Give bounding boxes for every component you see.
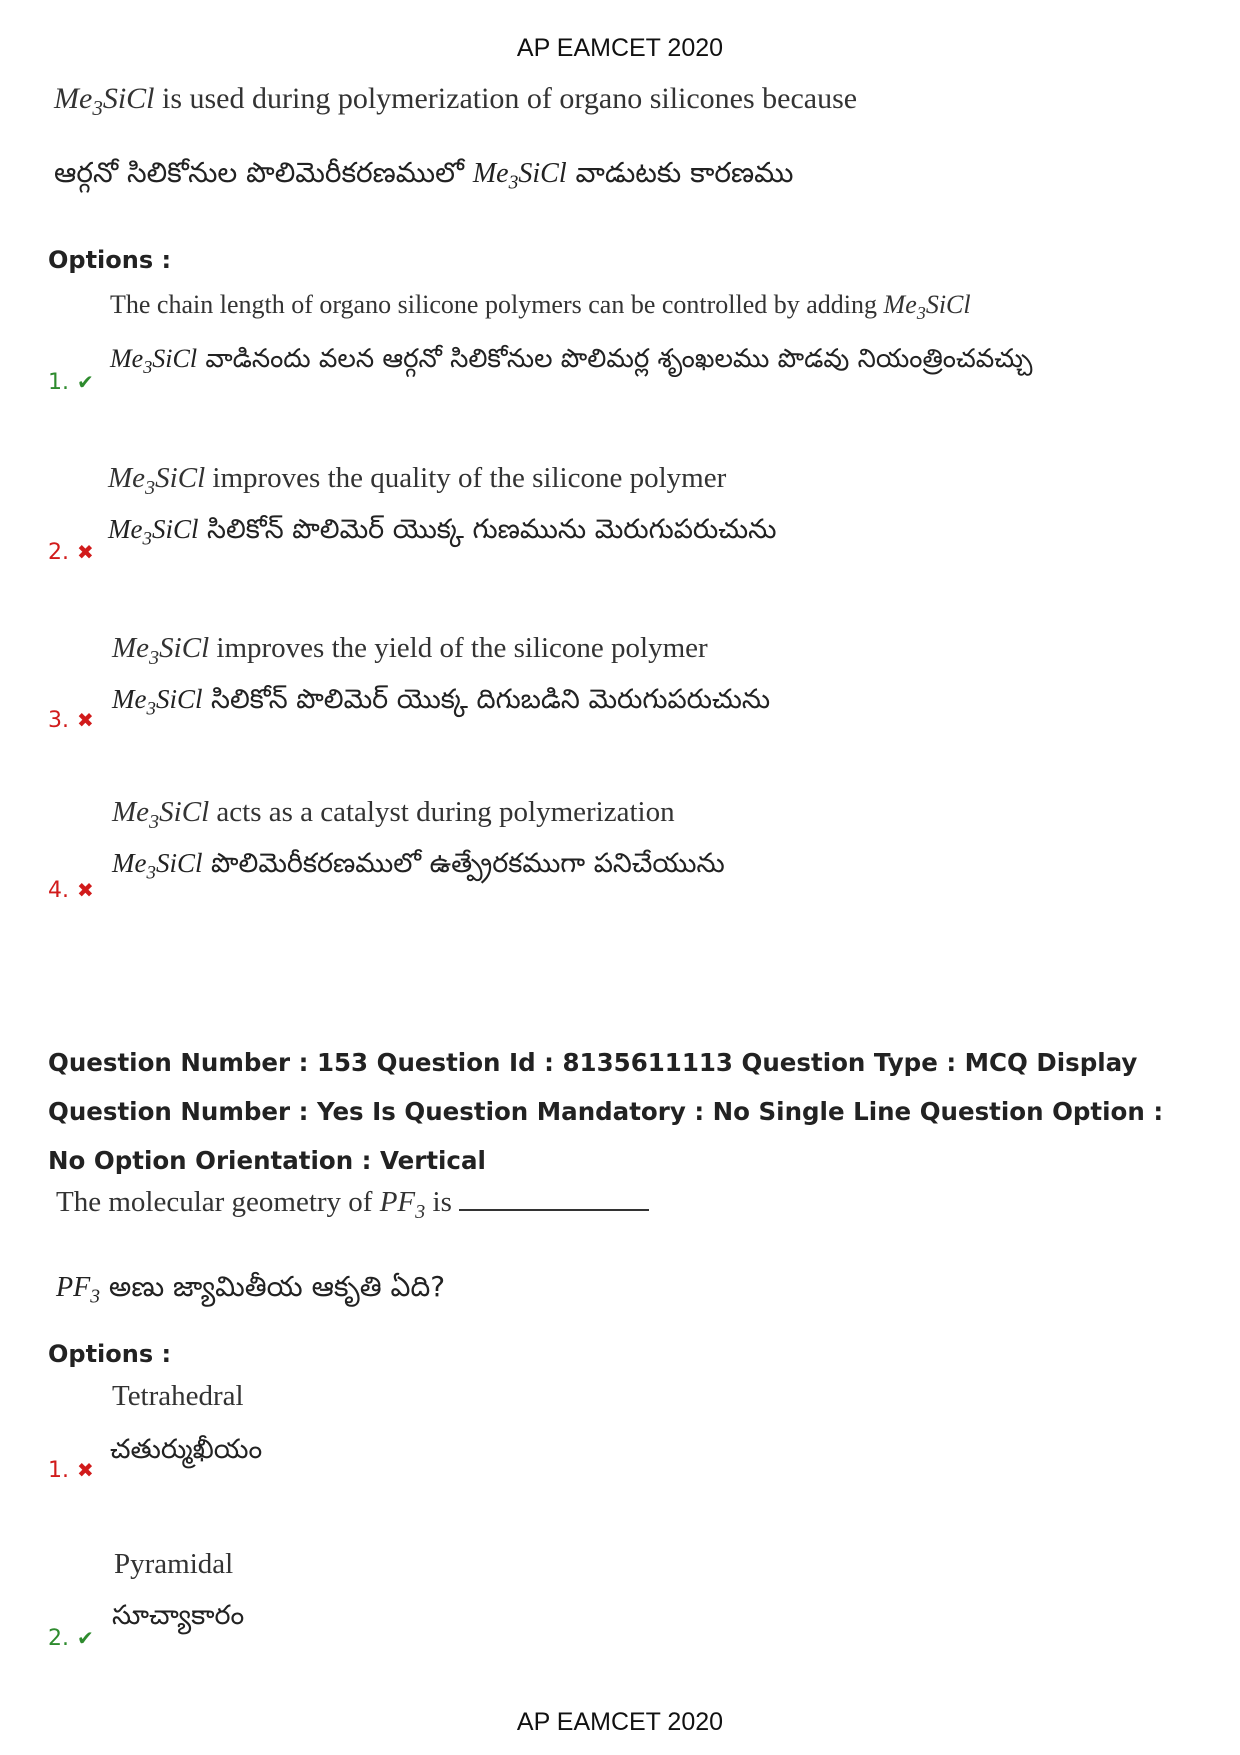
question-text-te: ఆర్గనో సిలికోనుల పొలిమెరీకరణములో $Me_3SiCl$ వాడుటకు కారణము <box>54 156 794 194</box>
cross-icon: ✖ <box>77 878 94 902</box>
question-text-te: $PF_3$ అణు జ్యామితీయ ఆకృతి ఏది? <box>56 1270 446 1308</box>
option-4-text-te: $Me_3SiCl$ పొలిమెరీకరణములో ఉత్ప్రేరకముగా పనిచేయును <box>112 848 725 884</box>
answer-blank <box>459 1187 649 1211</box>
option-2-number: 2. ✖ <box>48 540 94 565</box>
cross-icon: ✖ <box>77 540 94 564</box>
option-1-text-te: చతుర్ముఖీయం <box>110 1434 263 1465</box>
option-3-text-te: $Me_3SiCl$ సిలికోన్ పొలిమెర్ యొక్క దిగుబడిని మెరుగుపరుచును <box>112 684 771 720</box>
options-label: Options : <box>48 246 172 274</box>
cross-icon: ✖ <box>77 708 94 732</box>
option-4-number: 4. ✖ <box>48 878 94 903</box>
formula: $Me_3SiCl$ <box>472 158 567 194</box>
option-2-number: 2. ✔ <box>48 1626 94 1651</box>
option-1-text-en: Tetrahedral <box>112 1380 244 1412</box>
page-header: AP EAMCET 2020 <box>516 34 724 62</box>
options-label: Options : <box>48 1340 172 1368</box>
page-footer: AP EAMCET 2020 <box>516 1708 724 1736</box>
option-2-text-en: Pyramidal <box>114 1548 234 1580</box>
question-meta: Question Number : 153 Question Id : 8135611113 Question Type : MCQ Display Question Number : Yes Is Question Mandatory : No Single Line Question Option : No Option Orientation : Vertical <box>48 1048 1164 1175</box>
formula: $Me_3SiCl$ <box>54 82 155 120</box>
option-2-text-en: $Me_3SiCl$ improves the quality of the silicone polymer <box>108 462 727 499</box>
option-1-text-te: $Me_3SiCl$ వాడినందు వలన ఆర్గనో సిలికోనుల పొలిమర్ల శృంఖలము పొడవు నియంత్రించవచ్చు <box>110 344 1033 378</box>
option-1-number: 1. ✔ <box>48 370 94 395</box>
option-4-text-en: $Me_3SiCl$ acts as a catalyst during polymerization <box>112 796 675 833</box>
option-3-number: 3. ✖ <box>48 708 94 733</box>
option-1-number: 1. ✖ <box>48 1458 94 1483</box>
option-2-text-te: సూచ్యాకారం <box>112 1600 245 1631</box>
option-3-text-en: $Me_3SiCl$ improves the yield of the silicone polymer <box>112 632 708 669</box>
cross-icon: ✖ <box>77 1458 94 1482</box>
option-2-text-te: $Me_3SiCl$ సిలికోన్ పొలిమెర్ యొక్క గుణమును మెరుగుపరుచును <box>108 514 777 550</box>
check-icon: ✔ <box>77 1626 94 1650</box>
question-text-en: $Me_3SiCl$ is used during polymerization of organo silicones because <box>54 82 858 120</box>
option-1-text-en: The chain length of organo silicone polymers can be controlled by adding $Me_3SiCl$ <box>110 290 971 324</box>
question-text-en: The molecular geometry of $PF_3$ is <box>56 1186 649 1224</box>
check-icon: ✔ <box>77 370 94 394</box>
